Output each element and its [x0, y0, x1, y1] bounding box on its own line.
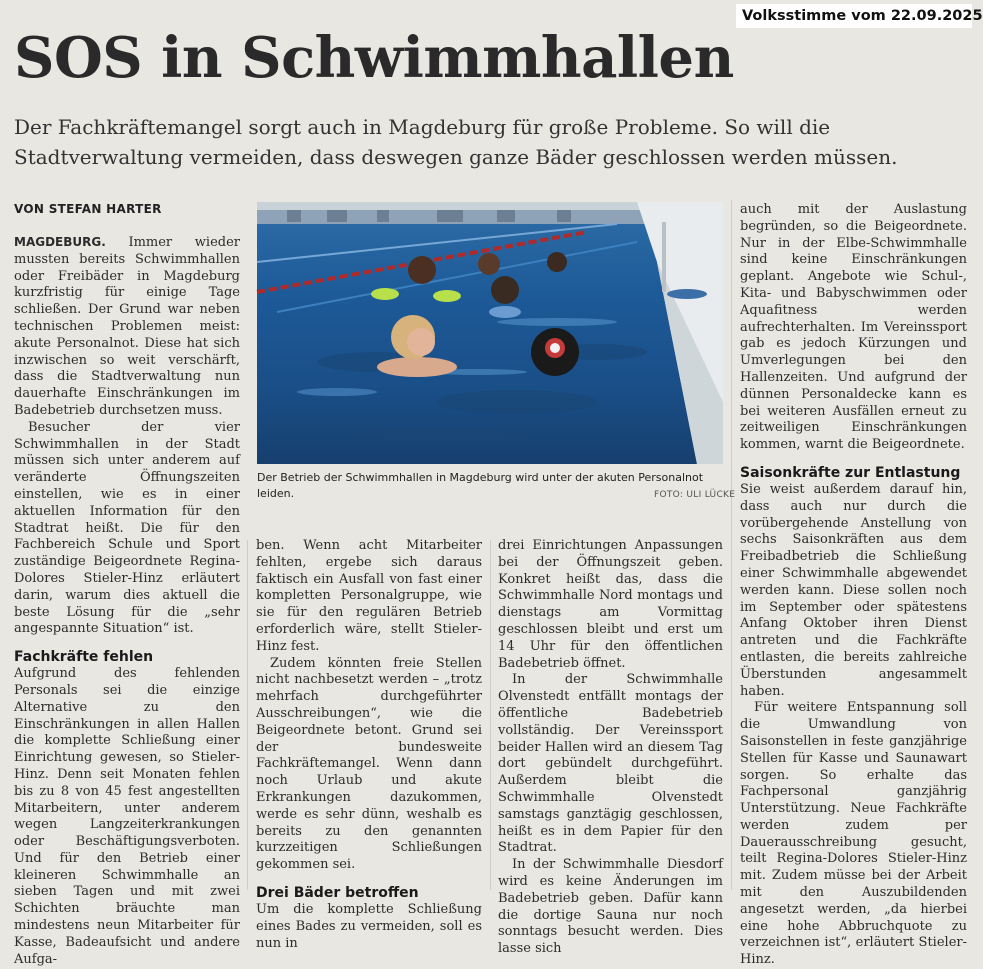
column-divider	[731, 200, 732, 890]
paragraph: Zudem könnten freie Stellen nicht nachbesetzt werden – „trotz mehrfach durchgeführter Ausschreibungen“, wie die Beigeordnete betont. Grund sei der bundesweite Fachkräftemangel. Wenn dann noch Urlaub und akute Erkrankungen dazukommen, werde es sehr dünn, weshalb es bereits zu den genannten kurzzeitigen Schließungen gekommen sei.	[256, 655, 482, 873]
lead-paragraph	[14, 234, 240, 420]
article-column-2	[256, 538, 482, 952]
article-column-4	[740, 202, 967, 969]
dateline: MAGDEBURG.	[14, 235, 106, 249]
section-heading: Saisonkräfte zur Entlastung	[740, 464, 961, 481]
paragraph: ben. Wenn acht Mitarbeiter fehlten, ergebe sich daraus faktisch ein Ausfall von fast einer kompletten Personalgruppe, wie sie für den regulären Betrieb erforderlich wäre, stellt Stieler-Hinz fest.	[256, 538, 482, 654]
paragraph: In der Schwimmhalle Olvenstedt entfällt montags der öffentliche Badebetrieb vollständig. Der Vereinssport beider Hallen wird an diesem Tag dort gebündelt durchgeführt. Außerdem bleibt die Schwimmhalle Olvenstedt samstags ganztägig geschlossen, heißt es in dem Papier für den Stadtrat.	[498, 672, 723, 856]
paragraph: Um die komplette Schließung eines Bades zu vermeiden, soll es nun in	[256, 901, 482, 951]
byline: VON STEFAN HARTER	[14, 202, 162, 216]
section-heading: Drei Bäder betroffen	[256, 884, 419, 901]
photo-credit: FOTO: ULI LÜCKE	[654, 490, 736, 500]
lead-text: Immer wieder mussten bereits Schwimmhallen oder Freibäder in Magdeburg kurzfristig für einige Tage schließen. Der Grund war neben technischen Problemen meist: akute Personalnot. Diese hat sich inzwischen so weit verschärft, dass die Stadtverwaltung nun dauerhafte Einschränkungen im Badebetrieb durchsetzen muss.	[14, 235, 240, 418]
paragraph: Für weitere Entspannung soll die Umwandlung von Saisonstellen in feste ganzjährige Stellen für Kasse und Saunawart sorgen. So erhalte das Fachpersonal ganzjährig Unterstützung. Neue Fachkräfte werden zudem per Dauerausschreibung gesucht, teilt Regina-Dolores Stieler-Hinz mit. Zudem müsse bei der Arbeit mit den Auszubildenden angesetzt werden, „da hierbei eine hohe Abbruchquote zu verzeichnen ist“, erläutert Stieler-Hinz.	[740, 700, 967, 968]
article-column-3	[498, 538, 723, 958]
column-divider	[490, 540, 491, 890]
pool-illustration	[257, 202, 723, 464]
paragraph: Aufgrund des fehlenden Personals sei die einzige Alternative zu den Einschränkungen in allen Hallen die komplette Schließung einer Einrichtung gewesen, so Stieler-Hinz. Denn seit Monaten fehlen bis zu 8 von 45 fest angestellten Mitarbeitern, unter anderem wegen Langzeiterkrankungen oder Beschäftigungsverboten. Und für den Betrieb einer kleineren Schwimmhalle an sieben Tagen und mit zwei Schichten bräuchte man mindestens neun Mitarbeiter für Kasse, Badeaufsicht und andere Aufga-	[14, 666, 240, 967]
paragraph: Besucher der vier Schwimmhallen in der Stadt müssen sich unter anderem auf veränderte Öffnungszeiten einstellen, wie es in einer aktuellen Information für den Stadtrat heißt. Die für den Fachbereich Schule und Sport zuständige Beigeordnete Regina-Dolores Stieler-Hinz erläutert darin, warum dies aktuell die beste Lösung für die „sehr angespannte Situation“ ist.	[14, 419, 240, 637]
paragraph: drei Einrichtungen Anpassungen bei der Öffnungszeit geben. Konkret heißt das, dass die Schwimmhalle Nord montags und dienstags am Vormittag geschlossen bleibt und erst um 14 Uhr für den öffentlichen Badebetrieb öffnet.	[498, 538, 723, 671]
headline: SOS in Schwimmhallen	[14, 25, 734, 91]
article-column-1	[14, 234, 240, 968]
swimming-pool-photo	[257, 202, 723, 464]
source-date-label: Volksstimme vom 22.09.2025	[736, 4, 972, 28]
paragraph: In der Schwimmhalle Diesdorf wird es keine Änderungen im Badebetrieb geben. Dafür kann die dortige Sauna nur noch sonntags besucht werden. Dies lasse sich	[498, 857, 723, 957]
paragraph: Sie weist außerdem darauf hin, dass auch nur durch die vorübergehende Anstellung von sechs Saisonkräften aus dem Freibadbetrieb die Schließung einer Schwimmhalle abgewendet werden kann. Diese sollen noch im September oder spätestens Anfang Oktober ihren Dienst antreten und die Fachkräfte entlasten, die bereits zahlreiche Überstunden angesammelt haben.	[740, 481, 967, 699]
column-divider	[247, 540, 248, 890]
section-heading: Fachkräfte fehlen	[14, 649, 154, 666]
subheadline: Der Fachkräftemangel sorgt auch in Magdeburg für große Probleme. So will die Stadtverwaltung vermeiden, dass deswegen ganze Bäder geschlossen werden müssen.	[14, 115, 898, 169]
photo-caption: Der Betrieb der Schwimmhallen in Magdeburg wird unter der akuten Personalnot leiden.	[257, 471, 704, 500]
paragraph: auch mit der Auslastung begründen, so die Beigeordnete. Nur in der Elbe-Schwimmhalle sind keine Einschränkungen geplant. Angebote wie Schul-, Kita- und Babyschwimmen oder Aquafitness werden aufrechterhalten. Im Vereinssport gab es jedoch Kürzungen und Umverlegungen bei den Hallenzeiten. Und aufgrund der dünnen Personaldecke kann es bei weiteren Ausfällen erneut zu zeitweiligen Einschränkungen kommen, warnt die Beigeordnete.	[740, 202, 967, 453]
